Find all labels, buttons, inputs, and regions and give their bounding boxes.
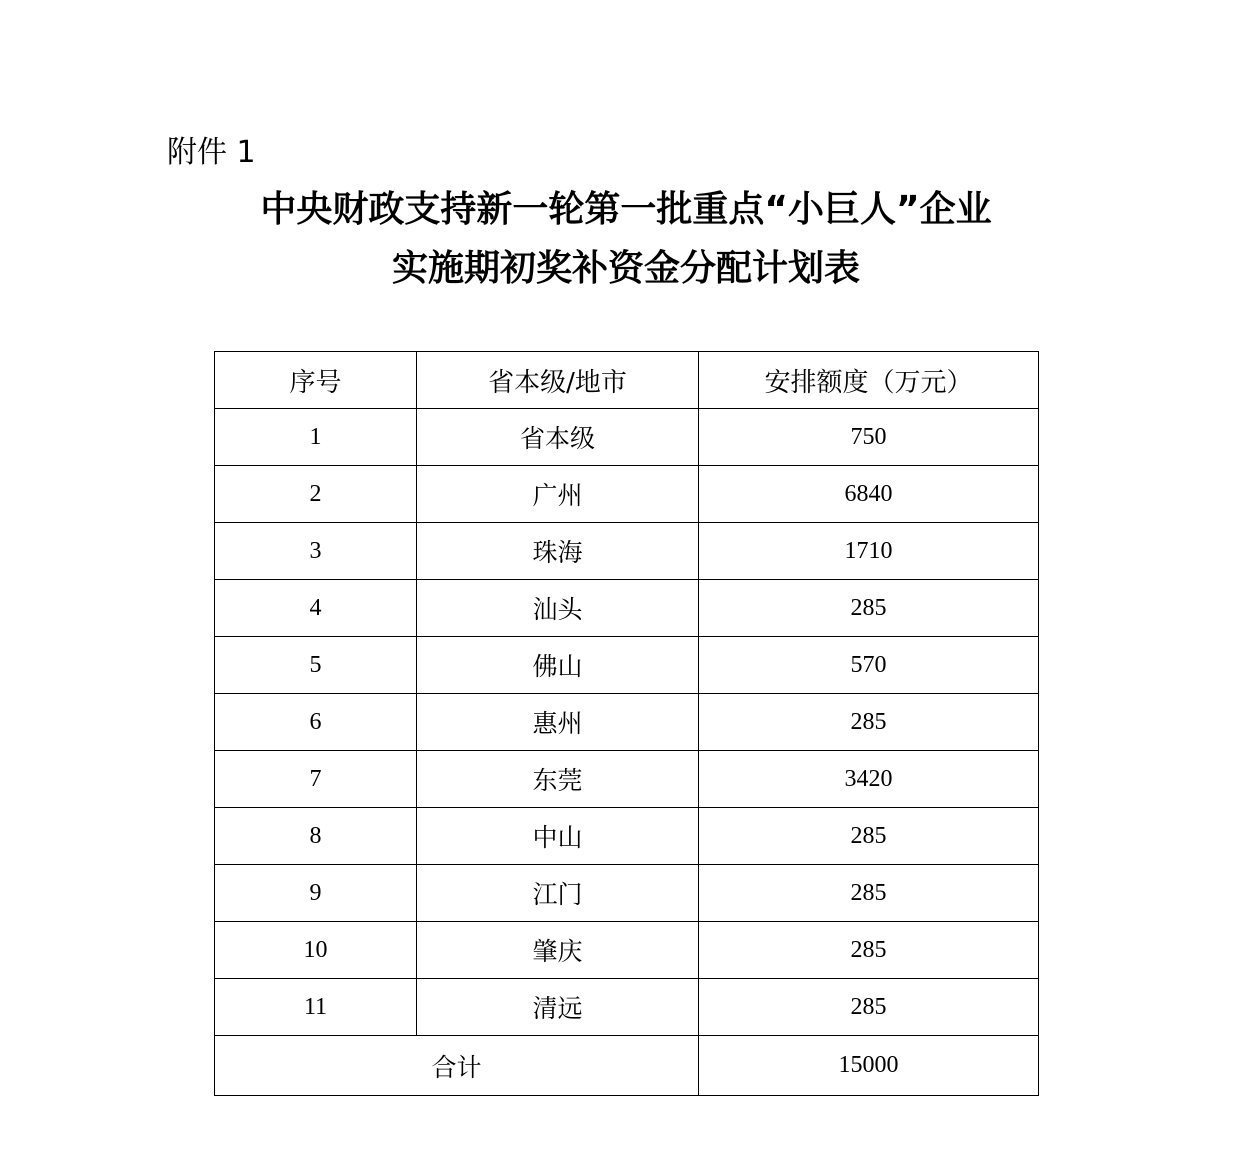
row-serial-number: 10 — [215, 922, 417, 979]
table-row — [215, 751, 1039, 808]
row-amount: 6840 — [699, 466, 1039, 523]
row-serial-number: 2 — [215, 466, 417, 523]
attachment-label: 附件 1 — [167, 135, 256, 170]
table-row — [215, 694, 1039, 751]
table-row — [215, 466, 1039, 523]
row-amount: 285 — [699, 922, 1039, 979]
header-region: 省本级/地市 — [417, 352, 699, 409]
row-amount: 570 — [699, 637, 1039, 694]
total-amount: 15000 — [699, 1036, 1039, 1096]
row-amount: 285 — [699, 580, 1039, 637]
row-region: 东莞 — [417, 751, 699, 808]
table-row — [215, 865, 1039, 922]
row-region: 省本级 — [417, 409, 699, 466]
row-region: 中山 — [417, 808, 699, 865]
row-serial-number: 4 — [215, 580, 417, 637]
table-row — [215, 808, 1039, 865]
row-region: 珠海 — [417, 523, 699, 580]
document-title-line-1: 中央财政支持新一轮第一批重点“小巨人”企业 — [260, 189, 992, 230]
row-serial-number: 6 — [215, 694, 417, 751]
row-amount: 3420 — [699, 751, 1039, 808]
row-region: 佛山 — [417, 637, 699, 694]
table-row — [215, 409, 1039, 466]
row-serial-number: 3 — [215, 523, 417, 580]
document-title-line-2: 实施期初奖补资金分配计划表 — [391, 248, 860, 289]
header-serial-number: 序号 — [215, 352, 417, 409]
row-serial-number: 8 — [215, 808, 417, 865]
row-amount: 750 — [699, 409, 1039, 466]
table-row — [215, 922, 1039, 979]
row-region: 江门 — [417, 865, 699, 922]
table-total-row — [215, 1036, 1039, 1096]
row-serial-number: 11 — [215, 979, 417, 1036]
row-region: 汕头 — [417, 580, 699, 637]
row-serial-number: 1 — [215, 409, 417, 466]
table-row — [215, 580, 1039, 637]
table-row — [215, 637, 1039, 694]
row-serial-number: 5 — [215, 637, 417, 694]
row-region: 广州 — [417, 466, 699, 523]
table-row — [215, 523, 1039, 580]
row-amount: 1710 — [699, 523, 1039, 580]
row-amount: 285 — [699, 979, 1039, 1036]
row-amount: 285 — [699, 694, 1039, 751]
row-region: 清远 — [417, 979, 699, 1036]
table-header-row — [215, 352, 1039, 409]
allocation-table — [214, 351, 1039, 1096]
total-label: 合计 — [215, 1036, 699, 1096]
row-region: 惠州 — [417, 694, 699, 751]
row-amount: 285 — [699, 808, 1039, 865]
row-serial-number: 9 — [215, 865, 417, 922]
row-region: 肇庆 — [417, 922, 699, 979]
table-row — [215, 979, 1039, 1036]
header-amount: 安排额度（万元） — [699, 352, 1039, 409]
row-serial-number: 7 — [215, 751, 417, 808]
row-amount: 285 — [699, 865, 1039, 922]
